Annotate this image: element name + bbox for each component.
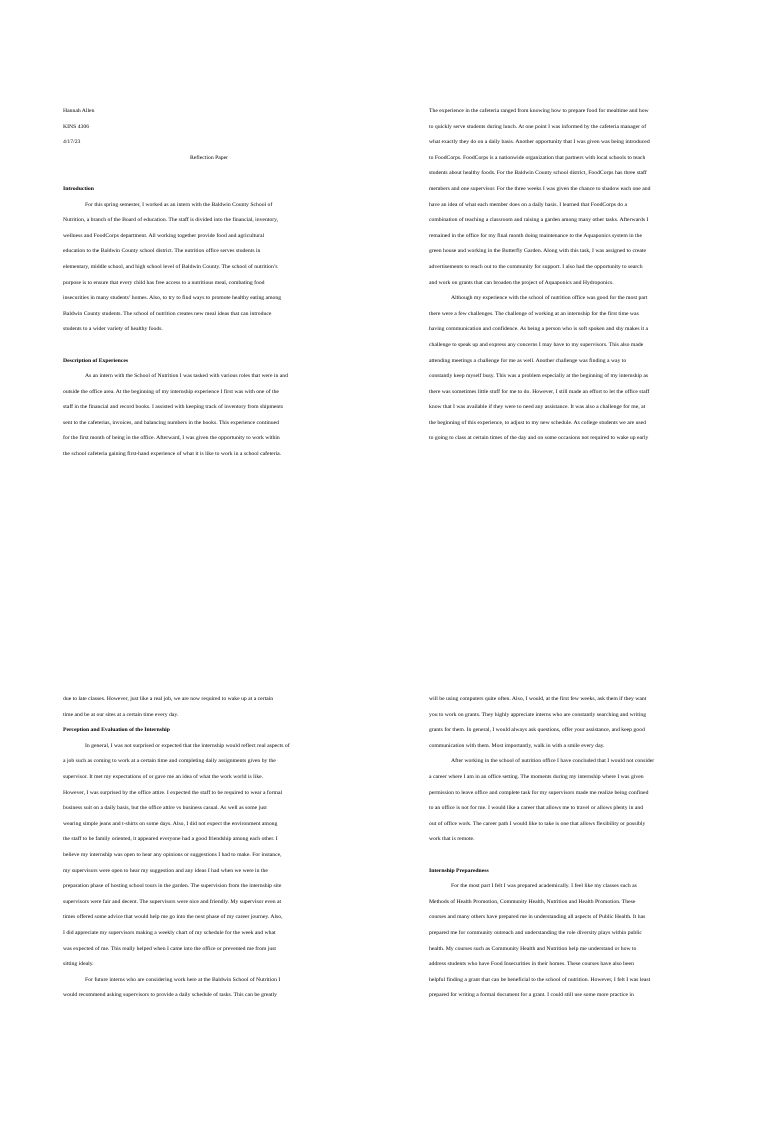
text-line: challenge to speak up and express any concerns I may have to my supervisors. This also made (429, 341, 644, 348)
text-line: to FoodCorps. FoodCorps is a nationwide organization that partners with local schools to teach (429, 154, 646, 161)
text-line: After working in the school of nutrition office I have concluded that I would not consider (451, 758, 655, 765)
text-line: members and one supervisor. For the three weeks I was given the chance to shadow each one and (429, 185, 651, 192)
text-line: students about healthy foods. For the Baldwin County school district, FoodCorps has three staff (429, 170, 647, 177)
intro-paragraph (63, 198, 355, 338)
text-line: would recommend asking supervisors to provide a daily schedule of tasks. This can be greatly (63, 992, 277, 999)
text-line: sent to the cafeterias, invoices, and balancing numbers in the books. This experience continued (63, 419, 279, 426)
text-line: green house and working in the Butterfly Garden. Along with this task, I was assigned to create (429, 248, 647, 255)
text-line: health. My courses such as Community Health and Nutrition help me understand or how to (429, 945, 637, 952)
text-line: staff in the financial and record books. I assisted with keeping track of inventory from shipments (63, 404, 284, 411)
text-line: preparation phase of hosting school tours in the garden. The supervision from the internship site (63, 883, 282, 890)
page-1 (63, 104, 355, 544)
text-line: for the first month of being in the office. Afterward, I was given the opportunity to work within (63, 435, 280, 442)
text-line: business suit on a daily basis, but the office attire vs business casual. As well as some just (63, 805, 267, 812)
text-line: have an idea of what each member does on a daily basis. I learned that FoodCorps do a (429, 201, 628, 208)
text-line: there were a few challenges. The challenge of working at an internship for the first time was (429, 310, 639, 317)
challenges-paragraph (429, 291, 721, 447)
course-code: KINS 4306 (63, 123, 90, 130)
text-line: For the most part I felt I was prepared academically. I feel like my classes such as (451, 883, 637, 890)
text-line: Nutrition, a branch of the Board of education. The staff is divided into the financial, inventory, (63, 217, 279, 224)
text-line: the staff to be family oriented, it appeared everyone had a good friendship among each other. I (63, 836, 278, 843)
text-line: the beginning of this experience, to adjust to my new schedule. As college students we are used (429, 419, 647, 426)
text-line: grants for them. In general, I would always ask questions, offer your assistance, and keep good (429, 727, 645, 734)
page-4 (429, 692, 721, 1132)
text-line: due to late classes. However, just like a real job, we are now required to wake up at a certain (63, 696, 274, 702)
text-line: outside the office area. At the beginning of my internship experience I first was with one of the (63, 388, 279, 395)
page-3 (63, 692, 355, 1132)
paper-title: Reflection Paper (189, 154, 229, 161)
future-interns-paragraph (63, 973, 355, 1004)
text-line: prepared me for community outreach and understanding the role diversity plays within public (429, 929, 642, 936)
text-line: you to work on grants. They highly appreciate interns who are constantly searching and writing (429, 711, 647, 718)
career-paragraph (429, 754, 721, 848)
text-line: work that is remote. (429, 836, 475, 843)
text-line: address students who have Food Insecurities in their homes. These courses have also been (429, 961, 634, 968)
text-line: there was sometimes little stuff for me to do. However, I still made an effort to let the office staff (429, 388, 650, 395)
text-line: purpose is to ensure that every child has free access to a nutritious meal, combating food (63, 279, 265, 286)
text-line: to an office is not for me. I would like a career that allows me to travel or allows plenty in and (429, 805, 644, 812)
text-line: education to the Baldwin County school district. The nutrition office serves students in (63, 248, 261, 255)
text-line: For this spring semester, I worked as an intern with the Baldwin County School of (85, 201, 273, 208)
text-line: However, I was surprised by the office attire. I expected the staff to be required to wear a formal (63, 789, 283, 796)
text-line: will be using computers quite often. Also, I would, at the first few weeks, ask them if they want (429, 696, 647, 702)
text-line: wearing simple jeans and t-shirts on some days. Also, I did not expect the environment among (63, 820, 278, 827)
text-line: For future interns who are considering work here at the Baldwin School of Nutrition I (85, 976, 281, 983)
preparedness-heading: Internship Preparedness (429, 867, 489, 874)
text-line: was expected of me. This really helped when I came into the office or prevented me from just (63, 945, 276, 952)
text-line: supervisor. It met my expectations of or gave me an idea of what the work world is like. (63, 773, 264, 780)
text-line: a career where I am in an office setting. The moments during my internship where I was given (429, 773, 644, 780)
text-line: Although my experience with the school of nutrition office was good for the most part (451, 295, 648, 302)
text-line: times offered some advice that would help me go into the next phase of my career journey. Also, (63, 914, 283, 921)
text-line: time and be at our sites at a certain time every day. (63, 711, 179, 718)
text-line: know that I was available if they were to need any assistance. It was also a challenge for me, at (429, 404, 646, 411)
page-2 (429, 104, 721, 544)
text-line: courses and many others have prepared me in understanding all aspects of Public Health. It has (429, 914, 646, 921)
text-line: As an intern with the School of Nutrition I was tasked with various roles that were in and (85, 373, 288, 380)
cafeteria-paragraph (429, 104, 721, 291)
text-line: sitting idealy. (63, 961, 94, 968)
text-line: supervisors were fair and decent. The supervisors were nice and friendly. My supervisor even at (63, 898, 282, 905)
text-line: constantly keep myself busy. This was a problem especially at the beginning of my internship as (429, 373, 649, 380)
text-line: In general, I was not surprised or expected that the internship would reflect real aspects of (85, 742, 290, 749)
intro-heading: Introduction (63, 185, 94, 192)
description-paragraph (63, 369, 355, 463)
text-line: permission to leave office and complete task for my supervisors made me realize being confined (429, 789, 649, 796)
author-name: Hannah Allen (63, 108, 95, 114)
advice-paragraph (429, 692, 721, 754)
text-line: communication with them. Most importantly, walk in with a smile every day. (429, 742, 605, 749)
text-line: prepared for writing a formal document for a grant. I could still use some more practice in (429, 992, 634, 999)
text-line: I did appreciate my supervisors making a weekly chart of my schedule for the week and what (63, 929, 276, 936)
perception-paragraph (63, 739, 355, 973)
text-line: to going to class at certain times of the day and on some occasions not required to wake up early (429, 435, 649, 442)
text-line: insecurities in many students’ homes. Also, to try to find ways to promote healthy eating among (63, 295, 282, 302)
text-line: Baldwin County students. The school of nutrition creates new meal ideas that can introduce (63, 310, 272, 317)
date: 4/17/23 (63, 139, 81, 146)
text-line: elementary, middle school, and high school level of Baldwin County. The school of nutrition’s (63, 263, 278, 270)
text-line: advertisements to reach out to the community for support. I also had the opportunity to search (429, 263, 643, 270)
text-line: The experience in the cafeteria ranged from knowing how to prepare food for mealtime and how (429, 108, 649, 114)
text-line: what exactly they do on a daily basis. Another opportunity that I was given was being introduced (429, 139, 650, 146)
text-line: having communication and confidence. As being a person who is soft spoken and shy makes it a (429, 326, 649, 333)
text-line: my supervisors were open to hear my suggestion and any ideas I had when we were in the (63, 867, 268, 874)
text-line: attending meetings a challenge for me as well. Another challenge was finding a way to (429, 357, 627, 364)
text-line: the school cafeteria gaining first-hand experience of what it is like to work in a school cafeteria. (63, 451, 282, 458)
text-line: remained in the office for my final month doing maintenance to the Aquaponics system in the (429, 232, 642, 239)
text-line: combination of teaching a classroom and raising a garden among many other tasks. Afterwards I (429, 217, 649, 224)
perception-heading: Perception and Evaluation of the Internship (63, 727, 170, 734)
text-line: a job such as coming to work at a certain time and completing daily assignments given by the (63, 758, 276, 765)
text-line: students to a wider variety of healthy foods. (63, 326, 163, 333)
text-line: and work on grants that can broaden the project of Aquaponics and Hydroponics. (429, 279, 614, 286)
preparedness-paragraph (429, 879, 721, 1004)
description-heading: Description of Experiences (63, 357, 129, 364)
text-line: out of office work. The career path I would like to take is one that allows flexibility or possibly (429, 820, 646, 827)
text-line: Methods of Health Promotion, Community Health, Nutrition and Health Promotion. These (429, 898, 636, 905)
text-line: helpful finding a grant that can be beneficial to the school of nutrition. However, I felt I was least (429, 976, 651, 983)
text-line: believe my internship was open to hear any opinions or suggestions I had to make. For instance, (63, 851, 282, 858)
text-line: to quickly serve students during lunch. At one point I was informed by the cafeteria manager of (429, 123, 647, 130)
text-line: wellness and FoodCorps department. All working together provide food and agricultural (63, 232, 265, 239)
